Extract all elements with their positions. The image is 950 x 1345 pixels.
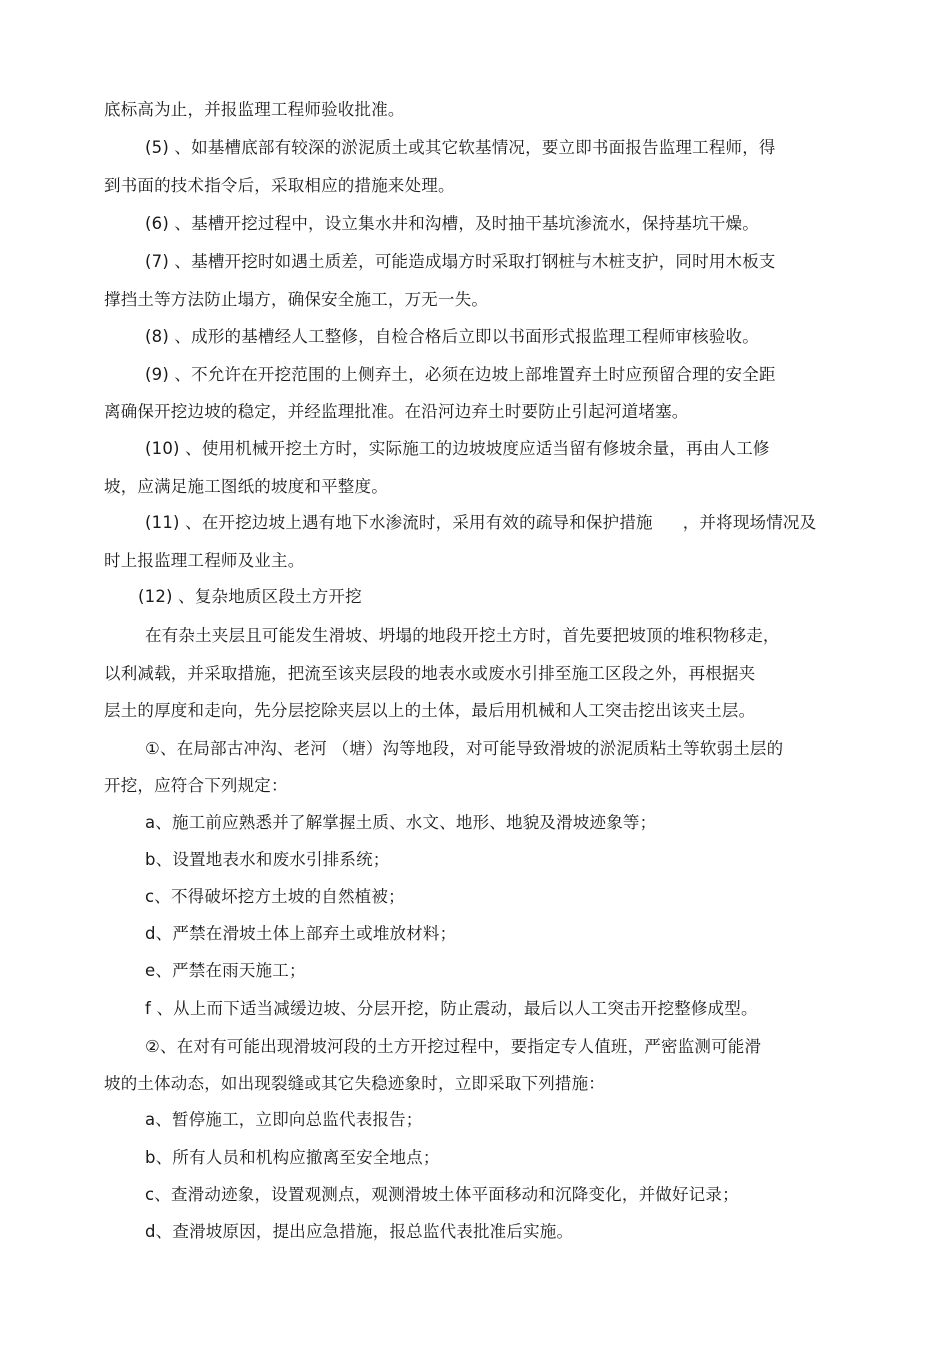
text-line: d、查滑坡原因，提出应急措施，报总监代表批准后实施。 bbox=[145, 1222, 574, 1241]
text-line: ①、在局部古冲沟、老河 （塘）沟等地段，对可能导致滑坡的淤泥质粘土等软弱土层的 bbox=[145, 739, 784, 758]
text-line: ②、在对有可能出现滑坡河段的土方开挖过程中，要指定专人值班，严密监测可能滑 bbox=[145, 1037, 762, 1056]
text-line: d、严禁在滑坡土体上部弃土或堆放材料； bbox=[145, 924, 457, 943]
text-line: b、所有人员和机构应撤离至安全地点； bbox=[145, 1148, 440, 1167]
text-line: 时上报监理工程师及业主。 bbox=[104, 551, 305, 570]
text-line: (10) 、使用机械开挖土方时，实际施工的边坡坡度应适当留有修坡余量，再由人工修 bbox=[145, 439, 770, 458]
text-line: 撑挡土等方法防止塌方，确保安全施工，万无一失。 bbox=[104, 290, 489, 309]
text-line: 到书面的技术指令后，采取相应的措施来处理。 bbox=[104, 176, 455, 195]
text-line: 层土的厚度和走向，先分层挖除夹层以上的土体，最后用机械和人工突击挖出该夹土层。 bbox=[104, 701, 756, 720]
text-line: 底标高为止，并报监理工程师验收批准。 bbox=[104, 100, 405, 119]
text-line: 离确保开挖边坡的稳定，并经监理批准。在沿河边弃土时要防止引起河道堵塞。 bbox=[104, 402, 689, 421]
text-line: e、严禁在雨天施工； bbox=[145, 961, 306, 980]
text-line: 以利减载，并采取措施，把流至该夹层段的地表水或废水引排至施工区段之外，再根据夹 bbox=[104, 664, 756, 683]
text-line: a、施工前应熟悉并了解掌握土质、水文、地形、地貌及滑坡迹象等； bbox=[145, 813, 657, 832]
text-line: c、查滑动迹象，设置观测点，观测滑坡土体平面移动和沉降变化，并做好记录； bbox=[145, 1185, 739, 1204]
text-line: (6) 、基槽开挖过程中，设立集水井和沟槽，及时抽干基坑渗流水，保持基坑干燥。 bbox=[145, 214, 759, 233]
text-line: 坡，应满足施工图纸的坡度和平整度。 bbox=[104, 477, 388, 496]
text-line: (8) 、成形的基槽经人工整修，自检合格后立即以书面形式报监理工程师审核验收。 bbox=[145, 327, 759, 346]
text-line: (5) 、如基槽底部有较深的淤泥质土或其它软基情况，要立即书面报告监理工程师，得 bbox=[145, 138, 776, 157]
text-line: (9) 、不允许在开挖范围的上侧弃土，必须在边坡上部堆置弃土时应预留合理的安全距 bbox=[145, 365, 776, 384]
text-line: f 、从上而下适当减缓边坡、分层开挖，防止震动，最后以人工突击开挖整修成型。 bbox=[145, 999, 758, 1018]
text-line: (11) 、在开挖边坡上遇有地下水渗流时，采用有效的疏导和保护措施 ，并将现场情况及 bbox=[145, 513, 817, 532]
text-line: 开挖，应符合下列规定： bbox=[104, 776, 288, 795]
text-line: b、设置地表水和废水引排系统； bbox=[145, 850, 390, 869]
text-line: (12) 、复杂地质区段土方开挖 bbox=[138, 587, 362, 606]
text-line: c、不得破坏挖方土坡的自然植被； bbox=[145, 887, 405, 906]
text-line: 坡的土体动态，如出现裂缝或其它失稳迹象时，立即采取下列措施： bbox=[104, 1074, 605, 1093]
text-line: a、暂停施工，立即向总监代表报告； bbox=[145, 1110, 423, 1129]
text-line: (7) 、基槽开挖时如遇土质差，可能造成塌方时采取打钢桩与木桩支护，同时用木板支 bbox=[145, 252, 776, 271]
text-line: 在有杂土夹层且可能发生滑坡、坍塌的地段开挖土方时，首先要把坡顶的堆积物移走， bbox=[145, 626, 780, 645]
